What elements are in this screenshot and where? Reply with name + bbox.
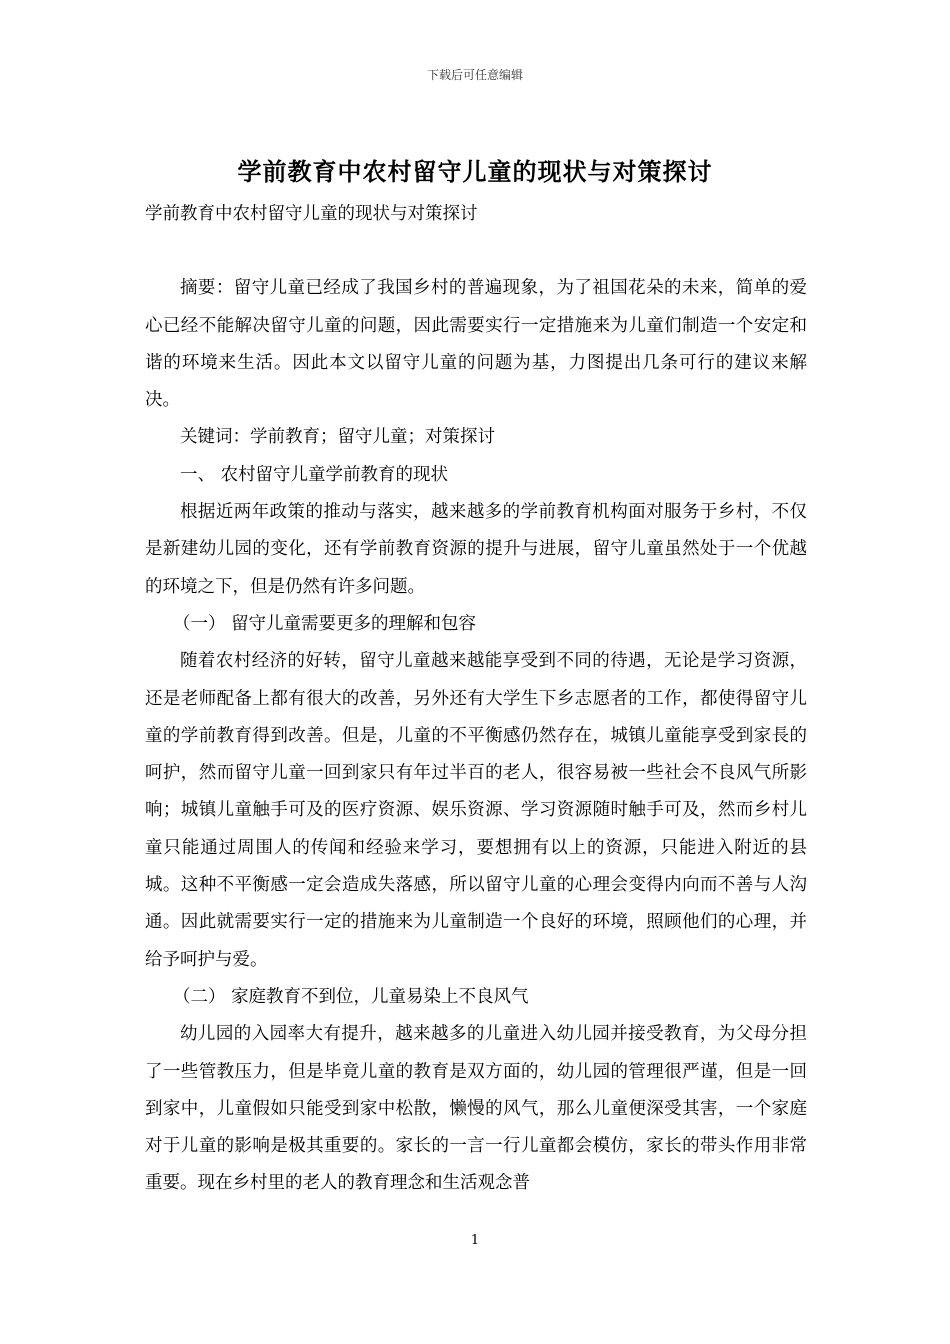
document-body	[145, 196, 807, 1203]
subsection-1-paragraph: 随着农村经济的好转，留守儿童越来越能享受到不同的待遇，无论是学习资源，还是老师配备上都有很大的改善，另外还有大学生下乡志愿者的工作，都使得留守儿童的学前教育得到改善。但是，儿童的不平衡感仍然存在，城镇儿童能享受到家長的呵护，然而留守儿童一回到家只有年过半百的老人，很容易被一些社会不良风气所影响；城镇儿童触手可及的医疗资源、娱乐资源、学习资源随时触手可及，然而乡村儿童只能通过周围人的传闻和经验来学习，要想拥有以上的资源，只能进入附近的县城。这种不平衡感一定会造成失落感，所以留守儿童的心理会变得内向而不善与人沟通。因此就需要实行一定的措施来为儿童制造一个良好的环境，照顾他们的心理，并给予呵护与爱。	[145, 651, 807, 970]
subsection-heading-1: （一） 留守儿童需要更多的理解和包容	[173, 613, 477, 634]
page-number: 1	[470, 1233, 480, 1248]
document-subtitle: 学前教育中农村留守儿童的现状与对策探讨	[145, 204, 478, 224]
document-title: 学前教育中农村留守儿童的现状与对策探讨	[237, 157, 713, 186]
header-note: 下载后可任意编辑	[426, 68, 523, 82]
keywords-line: 关键词：学前教育；留守儿童；对策探讨	[180, 427, 495, 448]
subsection-2-paragraph: 幼儿园的入园率大有提升，越来越多的儿童进入幼儿园并接受教育，为父母分担了一些管教压力，但是毕竟儿童的教育是双方面的，幼儿园的管理很严谨，但是一回到家中，儿童假如只能受到家中松散，懒慢的风气，那么儿童便深受其害，一个家庭对于儿童的影响是极其重要的。家长的一言一行儿童都会模仿，家长的带头作用非常重要。现在乡村里的老人的教育理念和生活观念普	[145, 1024, 807, 1194]
section-heading-1: 一、 农村留守儿童学前教育的现状	[180, 464, 449, 485]
subsection-heading-2: （二） 家庭教育不到位，儿童易染上不良风气	[173, 986, 529, 1007]
section-1-paragraph: 根据近两年政策的推动与落实，越来越多的学前教育机构面对服务于乡村，不仅是新建幼儿园的变化，还有学前教育资源的提升与进展，留守儿童虽然处于一个优越的环境之下，但是仍然有许多问题。	[145, 502, 807, 597]
abstract-paragraph: 摘要：留守儿童已经成了我国乡村的普遍现象，为了祖国花朵的未来，简单的爱心已经不能解决留守儿童的问题，因此需要实行一定措施来为儿童们制造一个安定和谐的环境来生活。因此本文以留守儿童的问题为基，力图提出几条可行的建议来解决。	[145, 278, 807, 411]
